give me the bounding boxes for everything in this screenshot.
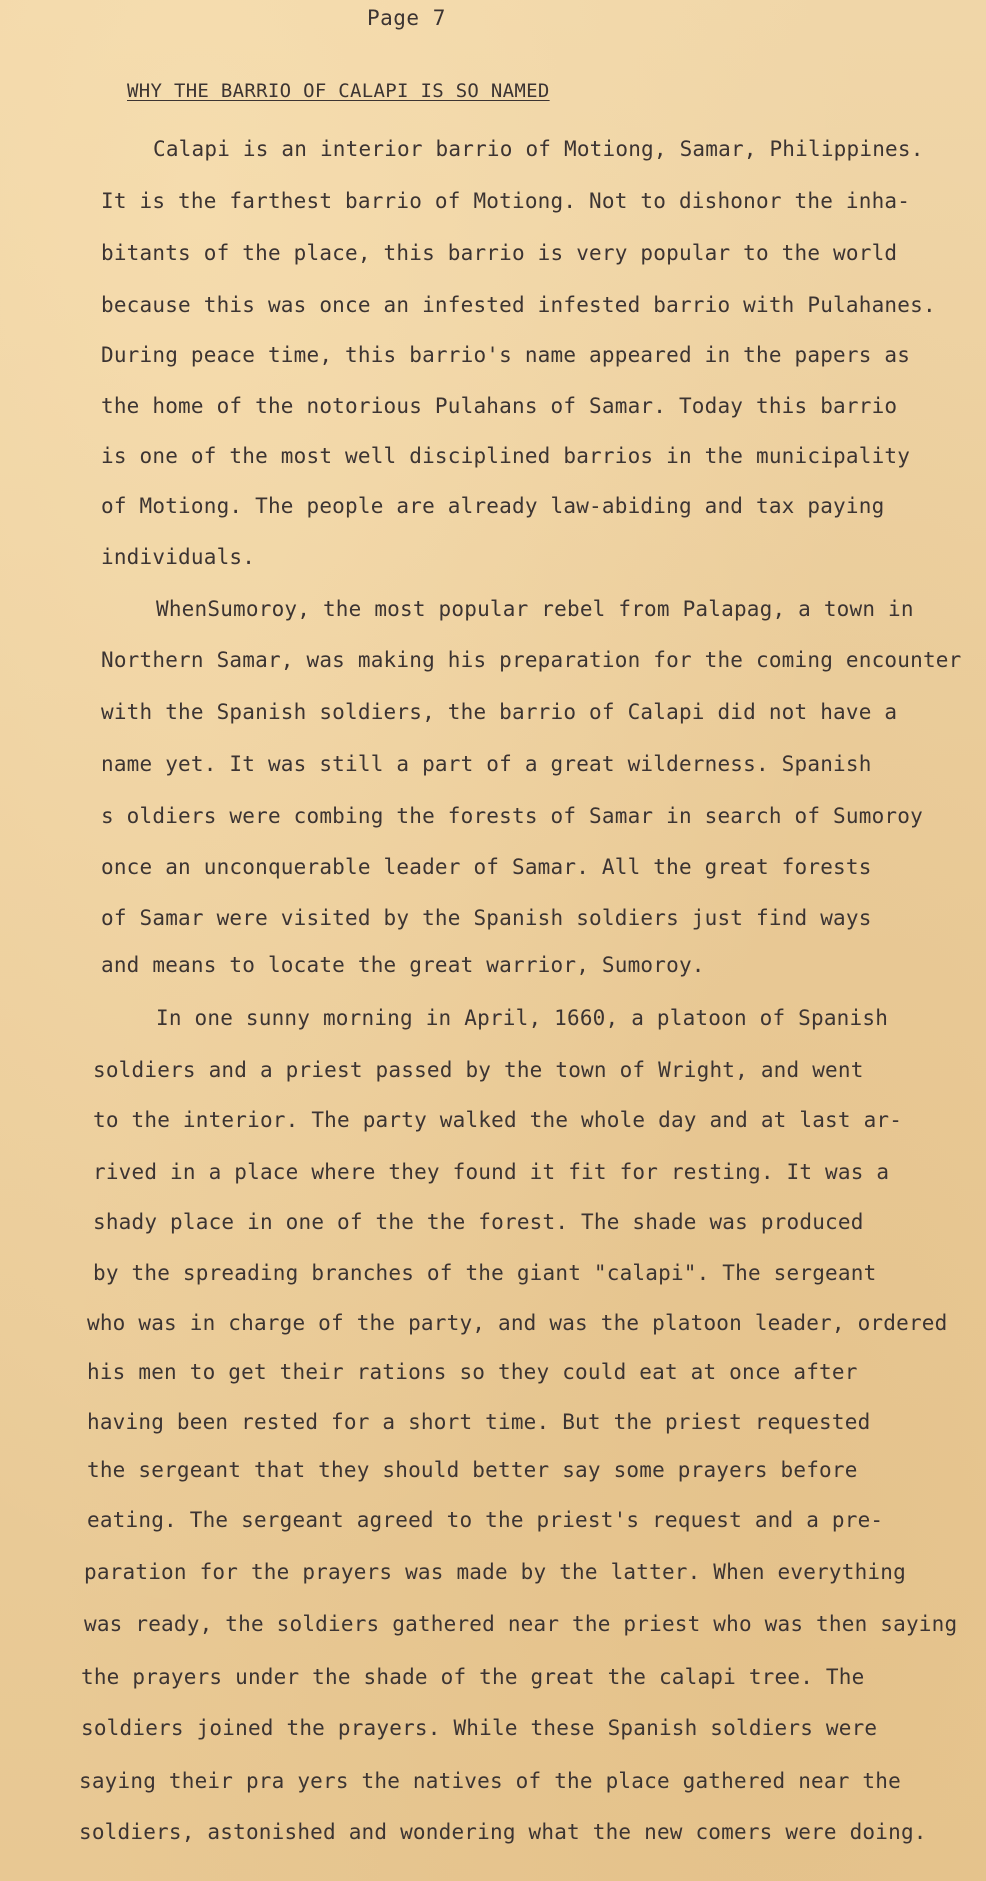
text-line: because this was once an infested infested barrio with Pulahanes. bbox=[101, 293, 936, 317]
text-line: paration for the prayers was made by the latter. When everything bbox=[84, 1560, 906, 1584]
text-line: was ready, the soldiers gathered near the priest who was then saying bbox=[84, 1612, 958, 1636]
text-line: name yet. It was still a part of a great wilderness. Spanish bbox=[101, 752, 872, 776]
text-line: Calapi is an interior barrio of Motiong, Samar, Philippines. bbox=[153, 137, 924, 161]
text-line: to the interior. The party walked the whole day and at last ar- bbox=[93, 1108, 903, 1132]
text-line: It is the farthest barrio of Motiong. Not to dishonor the inha- bbox=[101, 189, 911, 213]
text-line: During peace time, this barrio's name appeared in the papers as bbox=[101, 343, 911, 367]
text-line: with the Spanish soldiers, the barrio of Calapi did not have a bbox=[101, 700, 898, 724]
text-line: the home of the notorious Pulahans of Samar. Today this barrio bbox=[101, 394, 898, 418]
text-line: soldiers, astonished and wondering what the new comers were doing. bbox=[79, 1820, 927, 1844]
text-line: once an unconquerable leader of Samar. All the great forests bbox=[101, 855, 872, 879]
page-heading: WHY THE BARRIO OF CALAPI IS SO NAMED bbox=[127, 80, 550, 102]
text-line: eating. The sergeant agreed to the priest's request and a pre- bbox=[87, 1508, 884, 1532]
text-line: having been rested for a short time. But the priest requested bbox=[87, 1410, 871, 1434]
text-line: saying their pra yers the natives of the place gathered near the bbox=[79, 1769, 901, 1793]
text-line: Northern Samar, was making his preparation for the coming encounter bbox=[101, 648, 962, 672]
text-line: soldiers joined the prayers. While these Spanish soldiers were bbox=[81, 1716, 878, 1740]
text-line: the sergeant that they should better say some prayers before bbox=[87, 1458, 858, 1482]
page-number: Page 7 bbox=[367, 6, 446, 30]
text-line: soldiers and a priest passed by the town of Wright, and went bbox=[93, 1058, 864, 1082]
text-line: s oldiers were combing the forests of Samar in search of Sumoroy bbox=[101, 804, 923, 828]
text-line: his men to get their rations so they could eat at once after bbox=[87, 1360, 858, 1384]
text-line: WhenSumoroy, the most popular rebel from Palapag, a town in bbox=[156, 597, 914, 621]
text-line: individuals. bbox=[101, 545, 256, 569]
text-line: who was in charge of the party, and was the platoon leader, ordered bbox=[87, 1311, 948, 1335]
text-line: the prayers under the shade of the great the calapi tree. The bbox=[81, 1665, 865, 1689]
text-line: is one of the most well disciplined barrios in the municipality bbox=[101, 444, 911, 468]
text-line: rived in a place where they found it fit for resting. It was a bbox=[93, 1160, 890, 1184]
text-line: bitants of the place, this barrio is very popular to the world bbox=[101, 241, 898, 265]
text-line: and means to locate the great warrior, Sumoroy. bbox=[101, 953, 705, 977]
text-line: shady place in one of the the forest. The shade was produced bbox=[93, 1210, 864, 1234]
text-line: of Motiong. The people are already law-abiding and tax paying bbox=[101, 494, 885, 518]
text-line: of Samar were visited by the Spanish soldiers just find ways bbox=[101, 906, 872, 930]
text-line: by the spreading branches of the giant "calapi". The sergeant bbox=[93, 1261, 877, 1285]
text-line: In one sunny morning in April, 1660, a platoon of Spanish bbox=[156, 1006, 889, 1030]
